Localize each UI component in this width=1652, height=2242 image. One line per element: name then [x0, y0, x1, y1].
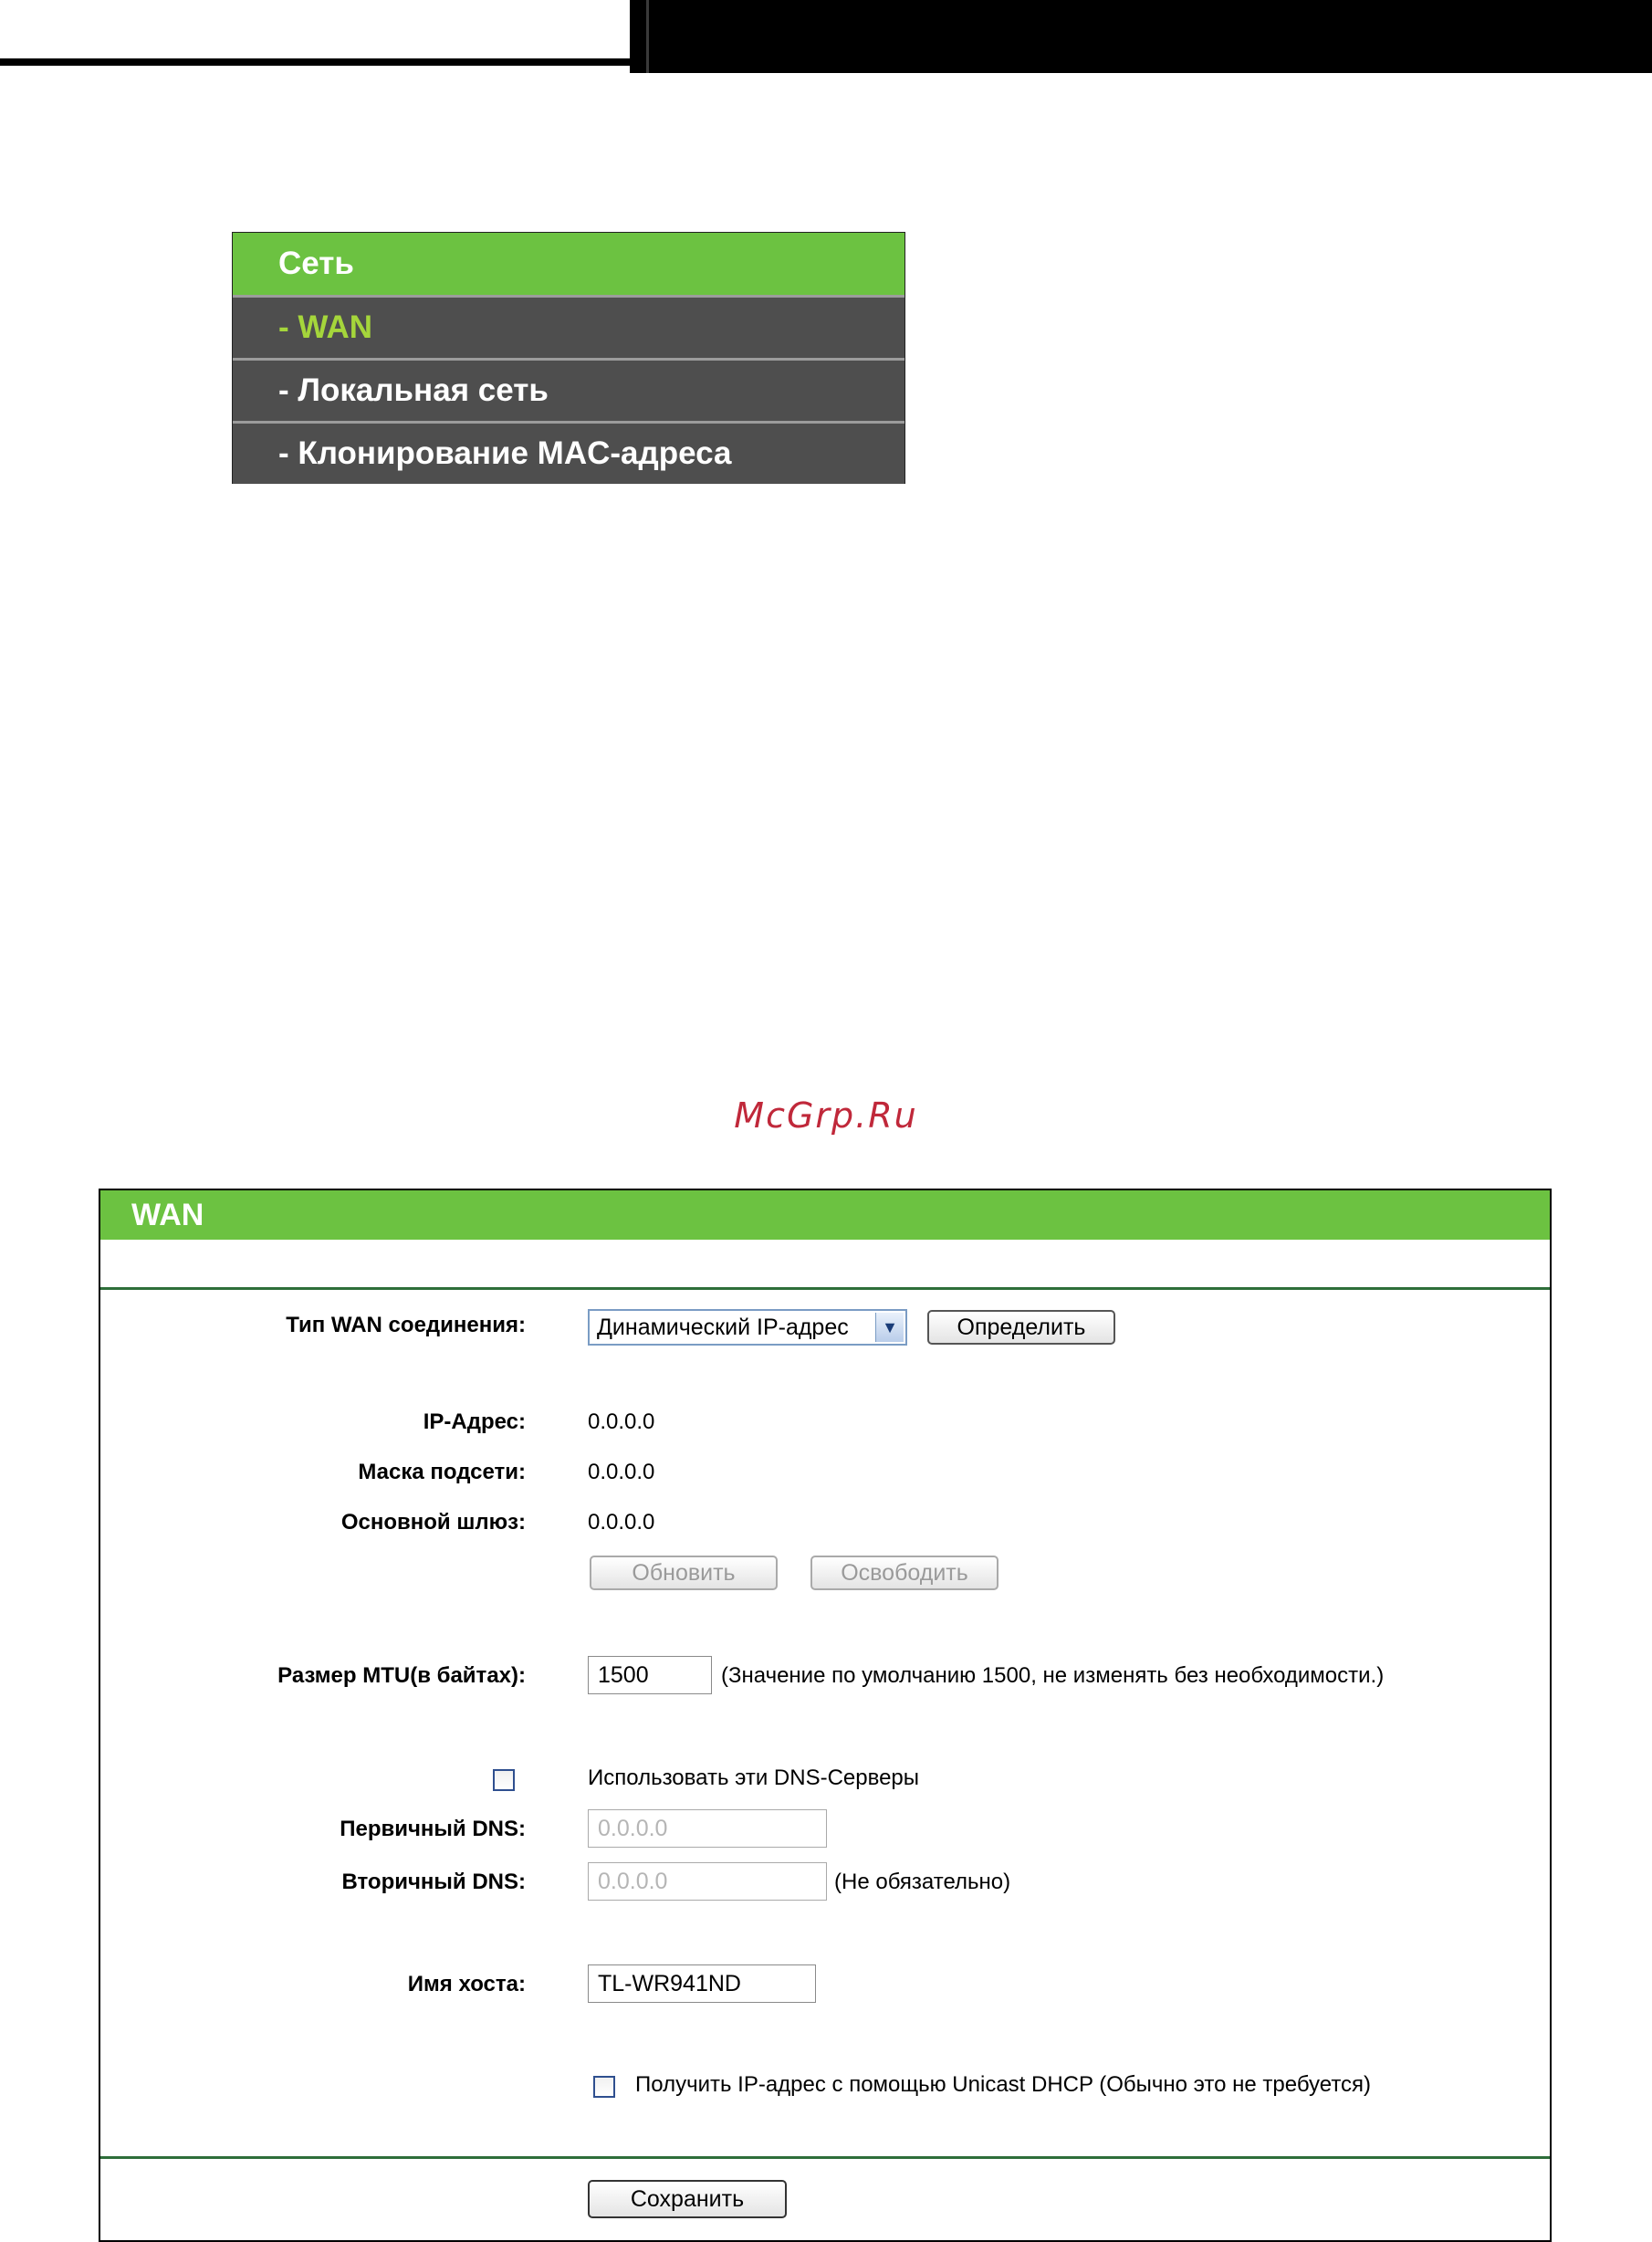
unicast-dhcp-checkbox[interactable]: [593, 2076, 615, 2098]
menu-item-lan[interactable]: - Локальная сеть: [233, 361, 904, 424]
header-bar-right: [630, 0, 1652, 73]
gateway-value: 0.0.0.0: [588, 1510, 655, 1535]
gateway-label: Основной шлюз:: [340, 1510, 526, 1535]
renew-button[interactable]: Обновить: [590, 1556, 778, 1590]
ip-value: 0.0.0.0: [588, 1409, 655, 1434]
use-dns-label: Использовать эти DNS-Серверы: [588, 1765, 920, 1790]
primary-dns-input[interactable]: 0.0.0.0: [588, 1809, 827, 1848]
top-separator: [100, 1287, 1550, 1290]
hostname-label: Имя хоста:: [407, 1972, 526, 1996]
primary-dns-label: Первичный DNS:: [340, 1817, 526, 1841]
network-menu: [232, 232, 905, 484]
ip-label: IP-Адрес:: [423, 1409, 526, 1434]
mask-value: 0.0.0.0: [588, 1460, 655, 1484]
connection-type-select[interactable]: [588, 1309, 907, 1346]
detect-button[interactable]: Определить: [927, 1310, 1115, 1345]
connection-type-label: Тип WAN соединения:: [286, 1313, 526, 1337]
chevron-down-icon[interactable]: ▼: [875, 1313, 904, 1342]
hostname-input[interactable]: TL-WR941ND: [588, 1964, 816, 2003]
mask-label: Маска подсети:: [358, 1460, 526, 1484]
header-bar-left: [0, 0, 630, 66]
bottom-separator: [100, 2156, 1550, 2159]
use-dns-checkbox[interactable]: [493, 1769, 515, 1791]
release-button[interactable]: Освободить: [810, 1556, 999, 1590]
secondary-dns-label: Вторичный DNS:: [341, 1870, 526, 1894]
mtu-hint: (Значение по умолчанию 1500, не изменять без необходимости.): [721, 1663, 1385, 1688]
menu-item-wan[interactable]: - WAN: [233, 298, 904, 361]
wan-panel: [99, 1189, 1552, 2242]
optional-hint: (Не обязательно): [834, 1870, 1011, 1894]
wan-panel-title: WAN: [100, 1190, 1550, 1240]
secondary-dns-input[interactable]: 0.0.0.0: [588, 1862, 827, 1901]
mtu-label: Размер MTU(в байтах):: [277, 1663, 526, 1688]
mtu-input[interactable]: 1500: [588, 1656, 712, 1694]
connection-type-value: Динамический IP-адрес: [597, 1315, 849, 1340]
save-button[interactable]: Сохранить: [588, 2180, 787, 2218]
menu-header-network[interactable]: Сеть: [233, 233, 904, 298]
unicast-dhcp-label: Получить IP-адрес с помощью Unicast DHCP (Обычно это не требуется): [635, 2072, 1372, 2097]
menu-item-mac-clone[interactable]: - Клонирование MAC-адреса: [233, 424, 904, 484]
watermark: McGrp.Ru: [734, 1095, 918, 1136]
